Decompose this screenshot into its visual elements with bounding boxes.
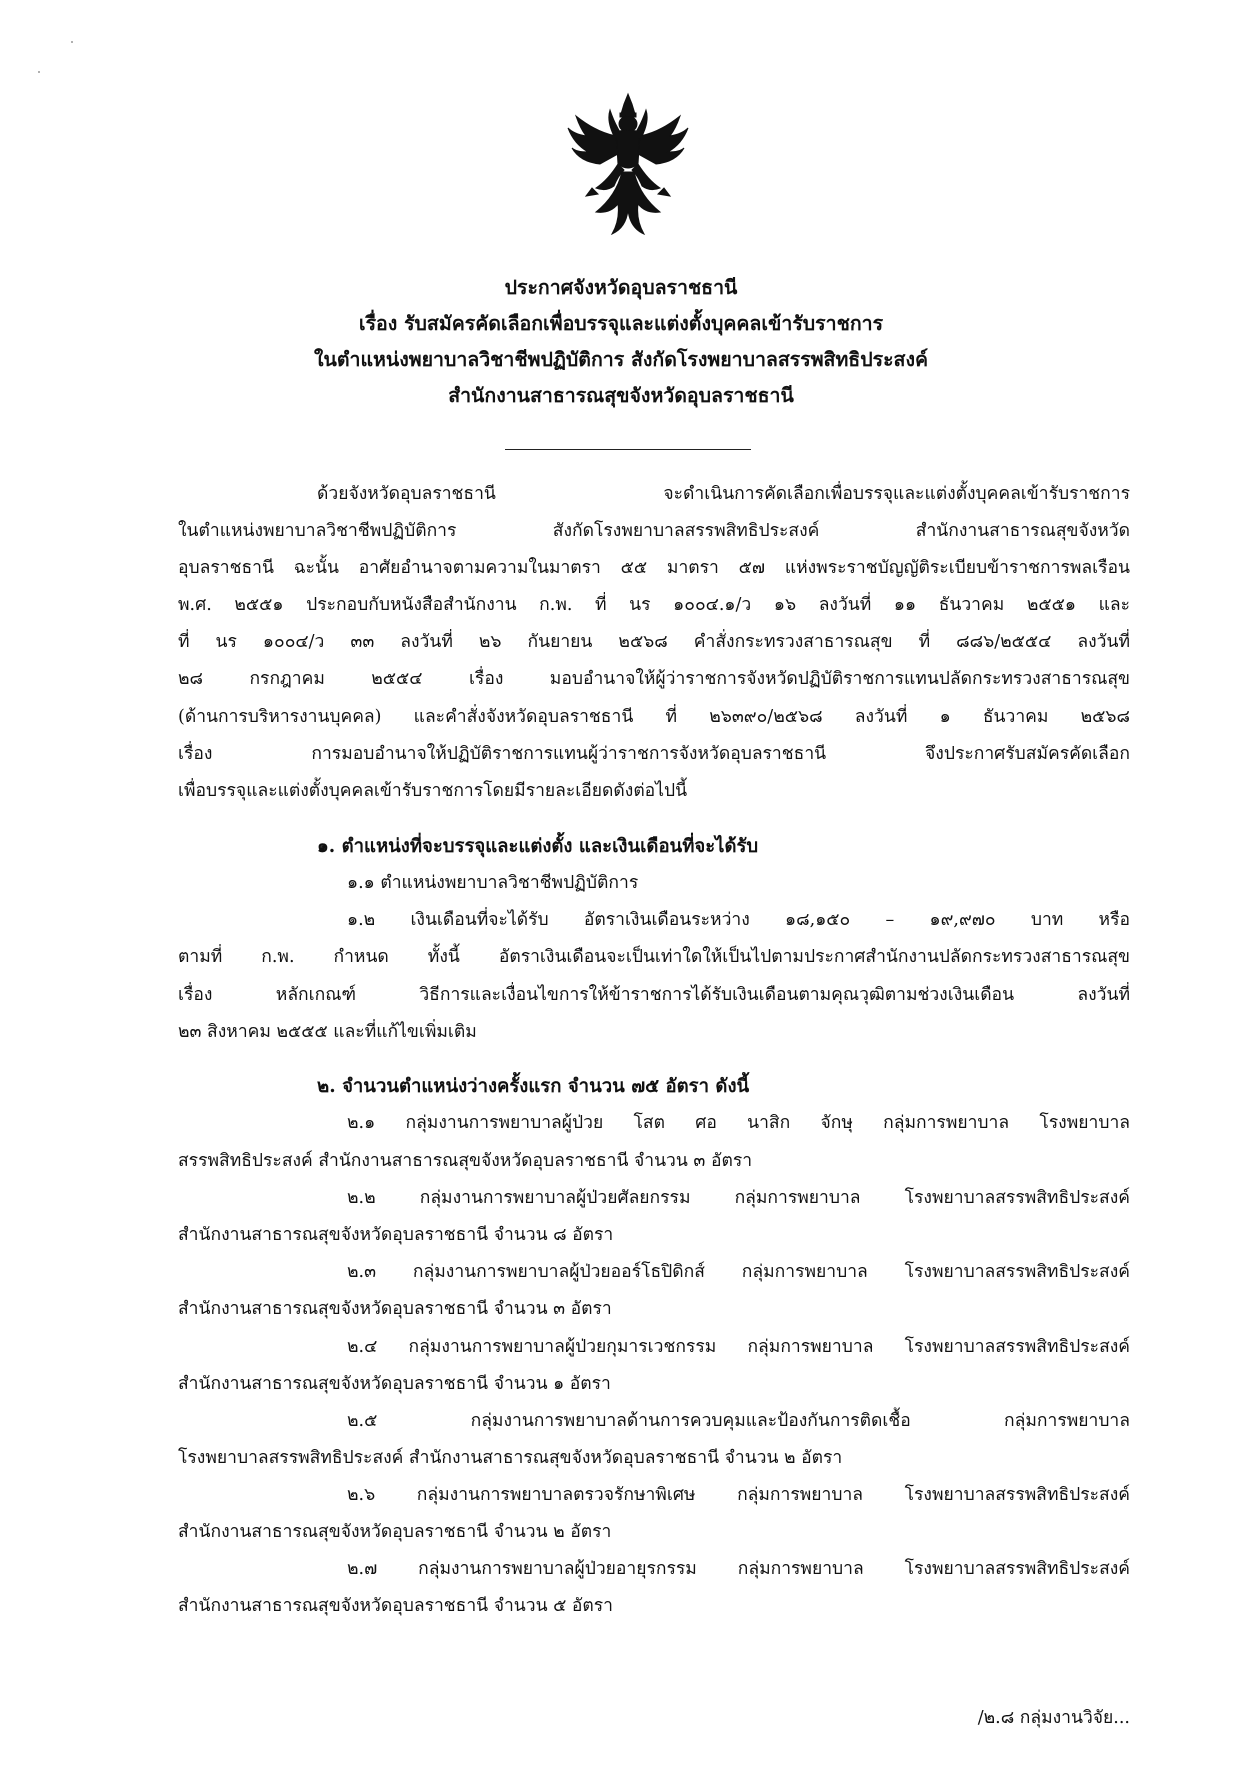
intro-line-6: ๒๘ กรกฎาคม ๒๕๕๔ เรื่อง มอบอำนาจให้ผู้ว่าราชการจังหวัดปฏิบัติราชการแทนปลัดกระทรวงสาธารณสุข: [178, 669, 1130, 689]
section-2-item-6-line-2: สำนักงานสาธารณสุขจังหวัดอุบลราชธานี จำนวน ๒ อัตรา: [178, 1522, 612, 1542]
intro-line-8: เรื่อง การมอบอำนาจให้ปฏิบัติราชการแทนผู้ว่าราชการจังหวัดอุบลราชธานี จึงประกาศรับสมัครคัดเลือก: [178, 744, 1130, 764]
section-2-item-7-line-2: สำนักงานสาธารณสุขจังหวัดอุบลราชธานี จำนวน ๕ อัตรา: [178, 1596, 614, 1616]
title-line-2: เรื่อง รับสมัครคัดเลือกเพื่อบรรจุและแต่งตั้งบุคคลเข้ารับราชการ: [358, 312, 884, 335]
intro-line-9: เพื่อบรรจุและแต่งตั้งบุคคลเข้ารับราชการโดยมีรายละเอียดดังต่อไปนี้: [178, 781, 688, 801]
section-2-item-3-line-2: สำนักงานสาธารณสุขจังหวัดอุบลราชธานี จำนวน ๓ อัตรา: [178, 1299, 612, 1319]
section-1-item-2-line-3: เรื่อง หลักเกณฑ์ วิธีการและเงื่อนไขการให้ข้าราชการได้รับเงินเดือนตามคุณวุฒิตามช่วงเงินเดือน ลงวันที่: [178, 985, 1130, 1005]
intro-line-3: อุบลราชธานี ฉะนั้น อาศัยอำนาจตามความในมาตรา ๕๕ มาตรา ๕๗ แห่งพระราชบัญญัติระเบียบข้าราชการพลเรือน: [178, 558, 1130, 578]
intro-line-7: (ด้านการบริหารงานบุคคล) และคำสั่งจังหวัดอุบลราชธานี ที่ ๒๖๓๙๐/๒๕๖๘ ลงวันที่ ๑ ธันวาคม ๒๕๖๘: [178, 707, 1130, 727]
section-2-item-4-line-1: ๒.๔ กลุ่มงานการพยาบาลผู้ป่วยกุมารเวชกรรม กลุ่มการพยาบาล โรงพยาบาลสรรพสิทธิประสงค์: [347, 1337, 1130, 1357]
section-2-item-5-line-1: ๒.๕ กลุ่มงานการพยาบาลด้านการควบคุมและป้องกันการติดเชื้อ กลุ่มการพยาบาล: [347, 1411, 1130, 1431]
section-2-item-1-line-2: สรรพสิทธิประสงค์ สำนักงานสาธารณสุขจังหวัดอุบลราชธานี จำนวน ๓ อัตรา: [178, 1151, 753, 1171]
section-2-item-2-line-2: สำนักงานสาธารณสุขจังหวัดอุบลราชธานี จำนวน ๘ อัตรา: [178, 1225, 614, 1245]
section-2-item-1-line-1: ๒.๑ กลุ่มงานการพยาบาลผู้ป่วย โสต ศอ นาสิก จักษุ กลุ่มการพยาบาล โรงพยาบาล: [347, 1113, 1130, 1133]
announcement-title: [150, 270, 1092, 414]
section-1-item-1: ๑.๑ ตำแหน่งพยาบาลวิชาชีพปฏิบัติการ: [347, 873, 639, 893]
section-2-heading: ๒. จำนวนตำแหน่งว่างครั้งแรก จำนวน ๗๕ อัตรา ดังนี้: [317, 1076, 750, 1097]
scan-speck: [38, 71, 40, 73]
title-divider: [505, 449, 751, 450]
section-2-item-3-line-1: ๒.๓ กลุ่มงานการพยาบาลผู้ป่วยออร์โธปิดิกส์ กลุ่มการพยาบาล โรงพยาบาลสรรพสิทธิประสงค์: [347, 1262, 1130, 1282]
section-2-item-5-line-2: โรงพยาบาลสรรพสิทธิประสงค์ สำนักงานสาธารณสุขจังหวัดอุบลราชธานี จำนวน ๒ อัตรา: [178, 1448, 843, 1468]
title-line-3: ในตำแหน่งพยาบาลวิชาชีพปฏิบัติการ สังกัดโรงพยาบาลสรรพสิทธิประสงค์: [313, 348, 929, 371]
section-1-item-2-line-4: ๒๓ สิงหาคม ๒๕๕๕ และที่แก้ไขเพิ่มเติม: [178, 1022, 477, 1042]
section-1-heading: ๑. ตำแหน่งที่จะบรรจุและแต่งตั้ง และเงินเดือนที่จะได้รับ: [317, 836, 759, 857]
section-1-item-2-line-1: ๑.๒ เงินเดือนที่จะได้รับ อัตราเงินเดือนระหว่าง ๑๘,๑๕๐ – ๑๙,๙๗๐ บาท หรือ: [347, 910, 1130, 930]
intro-line-1: ด้วยจังหวัดอุบลราชธานี จะดำเนินการคัดเลือกเพื่อบรรจุและแต่งตั้งบุคคลเข้ารับราชการ: [317, 484, 1130, 504]
scan-speck: [71, 41, 73, 43]
section-2-item-2-line-1: ๒.๒ กลุ่มงานการพยาบาลผู้ป่วยศัลยกรรม กลุ่มการพยาบาล โรงพยาบาลสรรพสิทธิประสงค์: [347, 1188, 1130, 1208]
section-2-item-4-line-2: สำนักงานสาธารณสุขจังหวัดอุบลราชธานี จำนวน ๑ อัตรา: [178, 1374, 611, 1394]
intro-line-4: พ.ศ. ๒๕๕๑ ประกอบกับหนังสือสำนักงาน ก.พ. ที่ นร ๑๐๐๔.๑/ว ๑๖ ลงวันที่ ๑๑ ธันวาคม ๒๕๕๑ และ: [178, 595, 1130, 615]
section-2-item-7-line-1: ๒.๗ กลุ่มงานการพยาบาลผู้ป่วยอายุรกรรม กลุ่มการพยาบาล โรงพยาบาลสรรพสิทธิประสงค์: [347, 1559, 1130, 1579]
garuda-emblem-icon: [566, 92, 690, 242]
title-line-1: ประกาศจังหวัดอุบลราชธานี: [504, 276, 738, 299]
section-1-item-2-line-2: ตามที่ ก.พ. กำหนด ทั้งนี้ อัตราเงินเดือนจะเป็นเท่าใดให้เป็นไปตามประกาศสำนักงานปลัดกระทรวงสาธารณสุข: [178, 947, 1130, 967]
intro-line-2: ในตำแหน่งพยาบาลวิชาชีพปฏิบัติการ สังกัดโรงพยาบาลสรรพสิทธิประสงค์ สำนักงานสาธารณสุขจังหวัด: [178, 521, 1130, 541]
intro-line-5: ที่ นร ๑๐๐๔/ว ๓๓ ลงวันที่ ๒๖ กันยายน ๒๕๖๘ คำสั่งกระทรวงสาธารณสุข ที่ ๘๘๖/๒๕๕๔ ลงวันที่: [178, 632, 1130, 652]
page-continuation: /๒.๘ กลุ่มงานวิจัย...: [977, 1708, 1130, 1728]
section-2-item-6-line-1: ๒.๖ กลุ่มงานการพยาบาลตรวจรักษาพิเศษ กลุ่มการพยาบาล โรงพยาบาลสรรพสิทธิประสงค์: [347, 1485, 1130, 1505]
title-line-4: สำนักงานสาธารณสุขจังหวัดอุบลราชธานี: [448, 384, 794, 407]
